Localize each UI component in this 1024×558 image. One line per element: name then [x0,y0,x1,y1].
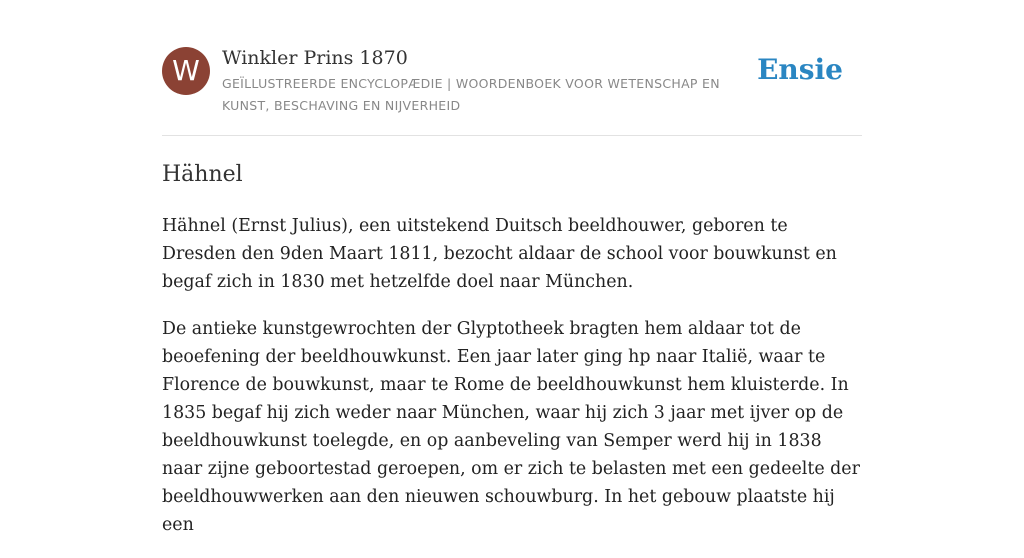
source-title[interactable]: Winkler Prins 1870 [222,47,408,69]
article-body [162,212,862,558]
article-paragraph: Hähnel (Ernst Julius), een uitstekend Duitsch beeldhouwer, geboren te Dresden den 9den Maart 1811, bezocht aldaar de school voor bouwkunst en begaf zich in 1830 met hetzelfde doel naar München. [162,216,837,292]
article-paragraph: De antieke kunstgewrochten der Glyptotheek bragten hem aldaar tot de beoefening der beeldhouwkunst. Een jaar later ging hp naar Italië, waar te Florence de bouwkunst, maar te Rome de beeldhouwkunst hem kluisterde. In 1835 begaf hij zich weder naar München, waar hij zich 3 jaar met ijver op de beeldhouwkunst toelegde, en op aanbeveling van Semper werd hij in 1838 naar zijne geboortestad geroepen, om er zich te belasten met een gedeelte der beeldhouwwerken aan den nieuwen schouwburg. In het gebouw plaatste hij een [162,319,860,535]
source-subtitle: GEÏLLUSTREERDE ENCYCLOPÆDIE | WOORDENBOEK VOOR WETENSCHAP EN KUNST, BESCHAVING EN NIJVERHEID [222,76,720,113]
article-title: Hähnel [162,162,243,187]
header-divider [162,135,862,136]
source-header [162,46,862,116]
brand-logo[interactable]: Ensie [757,53,843,86]
avatar-letter: W [172,54,200,87]
source-avatar[interactable] [162,47,210,95]
